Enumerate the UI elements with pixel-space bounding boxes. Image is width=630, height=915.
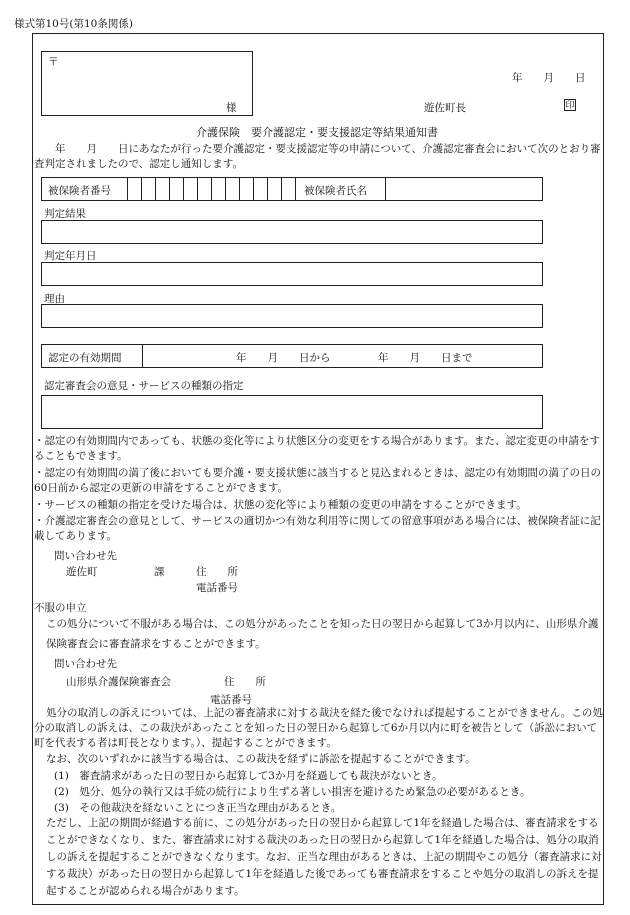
validity-to: 年 月 日まで [378, 352, 473, 364]
issue-date: 年 月 日 [512, 72, 586, 84]
addressee-suffix: 様 [226, 102, 237, 114]
document-title: 介護保険 要介護認定・要支援認定等結果通知書 [196, 126, 438, 139]
opinion-label: 認定審査会の意見・サービスの種類の指定 [44, 380, 244, 392]
contact1-address: 住 所 [196, 566, 238, 578]
note-3: ・サービスの種類の指定を受けた場合は、状態の変化等により種類の変更の申請をすることができます。 [34, 499, 527, 511]
insured-row [41, 177, 543, 201]
contact2-address: 住 所 [224, 676, 266, 688]
contact1-town: 遊佐町 [66, 566, 98, 578]
reason-field[interactable] [41, 304, 543, 328]
exception-1: (1) 審査請求があった日の翌日から起算して3か月を経過しても裁決がないとき。 [54, 770, 443, 782]
result-date-field[interactable] [41, 262, 543, 286]
opinion-field[interactable] [41, 395, 543, 429]
insured-number-cells[interactable] [128, 178, 296, 200]
contact1-section: 課 [154, 566, 165, 578]
validity-label: 認定の有効期間 [48, 352, 122, 364]
reason-label: 理由 [44, 293, 65, 305]
appeal-text: この処分について不服がある場合は、この処分があったことを知った日の翌日から起算して3か月以内に、山形県介護保険審査会に審査請求をすることができます。 [46, 618, 599, 650]
result-date-label: 判定年月日 [44, 250, 97, 262]
form-label: 様式第10号(第10条関係) [14, 18, 133, 30]
exceptions-intro: なお、次のいずれかに該当する場合は、この裁決を経ずに訴訟を提起することができます。 [46, 753, 476, 765]
proviso-text: ただし、上記の期間が経過する前に、この処分があった日の翌日から起算して1年を経過した場合は、審査請求をすることができなくなり、また、審査請求に対する裁決のあった日の翌日から起算して1年を経過した場合は、処分の取消しの訴えを提起することができなくなります。なお、正当な理由があるときは、上記の期間やこの処分（審査請求に対する裁決）があった日の翌日から起算して1年を経過した後であっても審査請求をすることや処分の取消しの訴えを提起することが認められる場合があります。 [46, 817, 602, 897]
issuer: 遊佐町長 [424, 102, 466, 114]
note-4: ・介護認定審査会の意見として、サービスの適切かつ有効な利用等に関しての留意事項がある場合には、被保険者証に記載してあります。 [34, 515, 601, 542]
note-2: ・認定の有効期間の満了後においても要介護・要支援状態に該当すると見込まれるときは、認定の有効期間の満了の日の60日前から認定の更新の申請をすることができます。 [34, 467, 601, 494]
postal-mark: 〒 [48, 56, 59, 68]
result-field[interactable] [41, 220, 543, 244]
exception-3: (3) その他裁決を経ないことにつき正当な理由があるとき。 [54, 802, 342, 814]
seal-mark: 印 [565, 101, 575, 111]
validity-from: 年 月 日から [236, 352, 331, 364]
address-box[interactable] [41, 51, 253, 116]
lawsuit-text: 処分の取消しの訴えについては、上記の審査請求に対する裁決を経た後でなければ提起することができません。この処分の取消しの訴えは、この裁決があったことを知った日の翌日から起算して6か月以内に町を被告として（訴訟において町を代表する者は町長となります。）、提起することができます。 [34, 707, 603, 749]
contact1-heading: 問い合わせ先 [54, 550, 117, 562]
contact2-org: 山形県介護保険審査会 [66, 676, 171, 688]
insured-number-label: 被保険者番号 [48, 185, 111, 197]
result-label: 判定結果 [44, 208, 86, 220]
intro-text: 年 月 日にあなたが行った要介護認定・要支援認定等の申請について、介護認定審査会において次のとおり審査判定されましたので、認定し通知します。 [34, 143, 601, 170]
exception-2: (2) 処分、処分の執行又は手続の続行により生ずる著しい損害を避けるため緊急の必要があるとき。 [54, 786, 531, 798]
contact2-phone: 電話番号 [210, 694, 252, 706]
contact1-phone: 電話番号 [196, 582, 238, 594]
appeal-heading: 不服の申立 [34, 602, 87, 614]
contact2-heading: 問い合わせ先 [54, 658, 117, 670]
note-1: ・認定の有効期間内であっても、状態の変化等により状態区分の変更をする場合があります。また、認定変更の申請をすることもできます。 [34, 435, 601, 462]
validity-row[interactable] [41, 344, 543, 368]
insured-name-label: 被保険者氏名 [304, 185, 367, 197]
